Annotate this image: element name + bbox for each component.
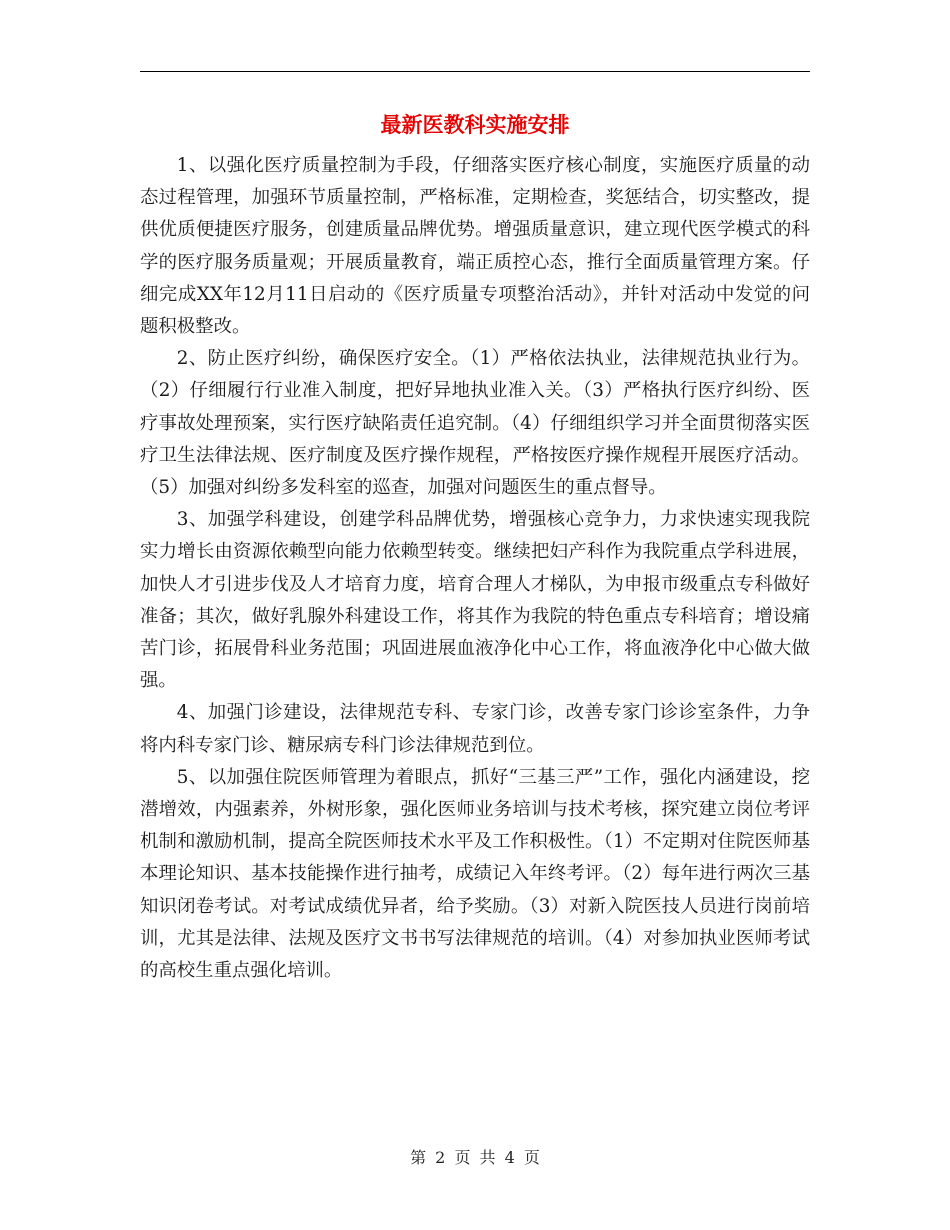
header-rule: [140, 71, 810, 72]
paragraph-5: 5、以加强住院医师管理为着眼点，抓好“三基三严”工作，强化内涵建设，挖潜增效，内强素养，外树形象，强化医师业务培训与技术考核，探究建立岗位考评机制和激励机制，提高全院医师技术水平及工作积极性。（1）不定期对住院医师基本理论知识、基本技能操作进行抽考，成绩记入年终考评。（2）每年进行两次三基知识闭卷考试。对考试成绩优异者，给予奖励。（3）对新入院医技人员进行岗前培训，尤其是法律、法规及医疗文书书写法律规范的培训。（4）对参加执业医师考试的高校生重点强化培训。: [140, 766, 810, 982]
document-title: 最新医教科实施安排: [380, 112, 570, 137]
document-body: [140, 150, 810, 987]
paragraph-3: 3、加强学科建设，创建学科品牌优势，增强核心竞争力，力求快速实现我院实力增长由资源依赖型向能力依赖型转变。继续把妇产科作为我院重点学科进展，加快人才引进步伐及人才培育力度，培育合理人才梯队，为申报市级重点专科做好准备；其次，做好乳腺外科建设工作，将其作为我院的特色重点专科培育；增设痛苦门诊，拓展骨科业务范围；巩固进展血液净化中心工作，将血液净化中心做大做强。: [140, 509, 810, 692]
paragraph-4: 4、加强门诊建设，法律规范专科、专家门诊，改善专家门诊诊室条件，力争将内科专家门诊、糖尿病专科门诊法律规范到位。: [140, 702, 810, 756]
paragraph-2: 2、防止医疗纠纷，确保医疗安全。（1）严格依法执业，法律规范执业行为。（2）仔细履行行业准入制度，把好异地执业准入关。（3）严格执行医疗纠纷、医疗事故处理预案，实行医疗缺陷责任追究制。（4）仔细组织学习并全面贯彻落实医疗卫生法律法规、医疗制度及医疗操作规程，严格按医疗操作规程开展医疗活动。（5）加强对纠纷多发科室的巡查，加强对问题医生的重点督导。: [140, 348, 810, 499]
page-number: 第 2 页 共 4 页: [410, 1148, 540, 1167]
paragraph-1: 1、以强化医疗质量控制为手段，仔细落实医疗核心制度，实施医疗质量的动态过程管理，加强环节质量控制，严格标准，定期检查，奖惩结合，切实整改，提供优质便捷医疗服务，创建质量品牌优势。增强质量意识，建立现代医学模式的科学的医疗服务质量观；开展质量教育，端正质控心态，推行全面质量管理方案。仔细完成XX年12月11日启动的《医疗质量专项整治活动》，并针对活动中发觉的问题积极整改。: [140, 155, 810, 338]
